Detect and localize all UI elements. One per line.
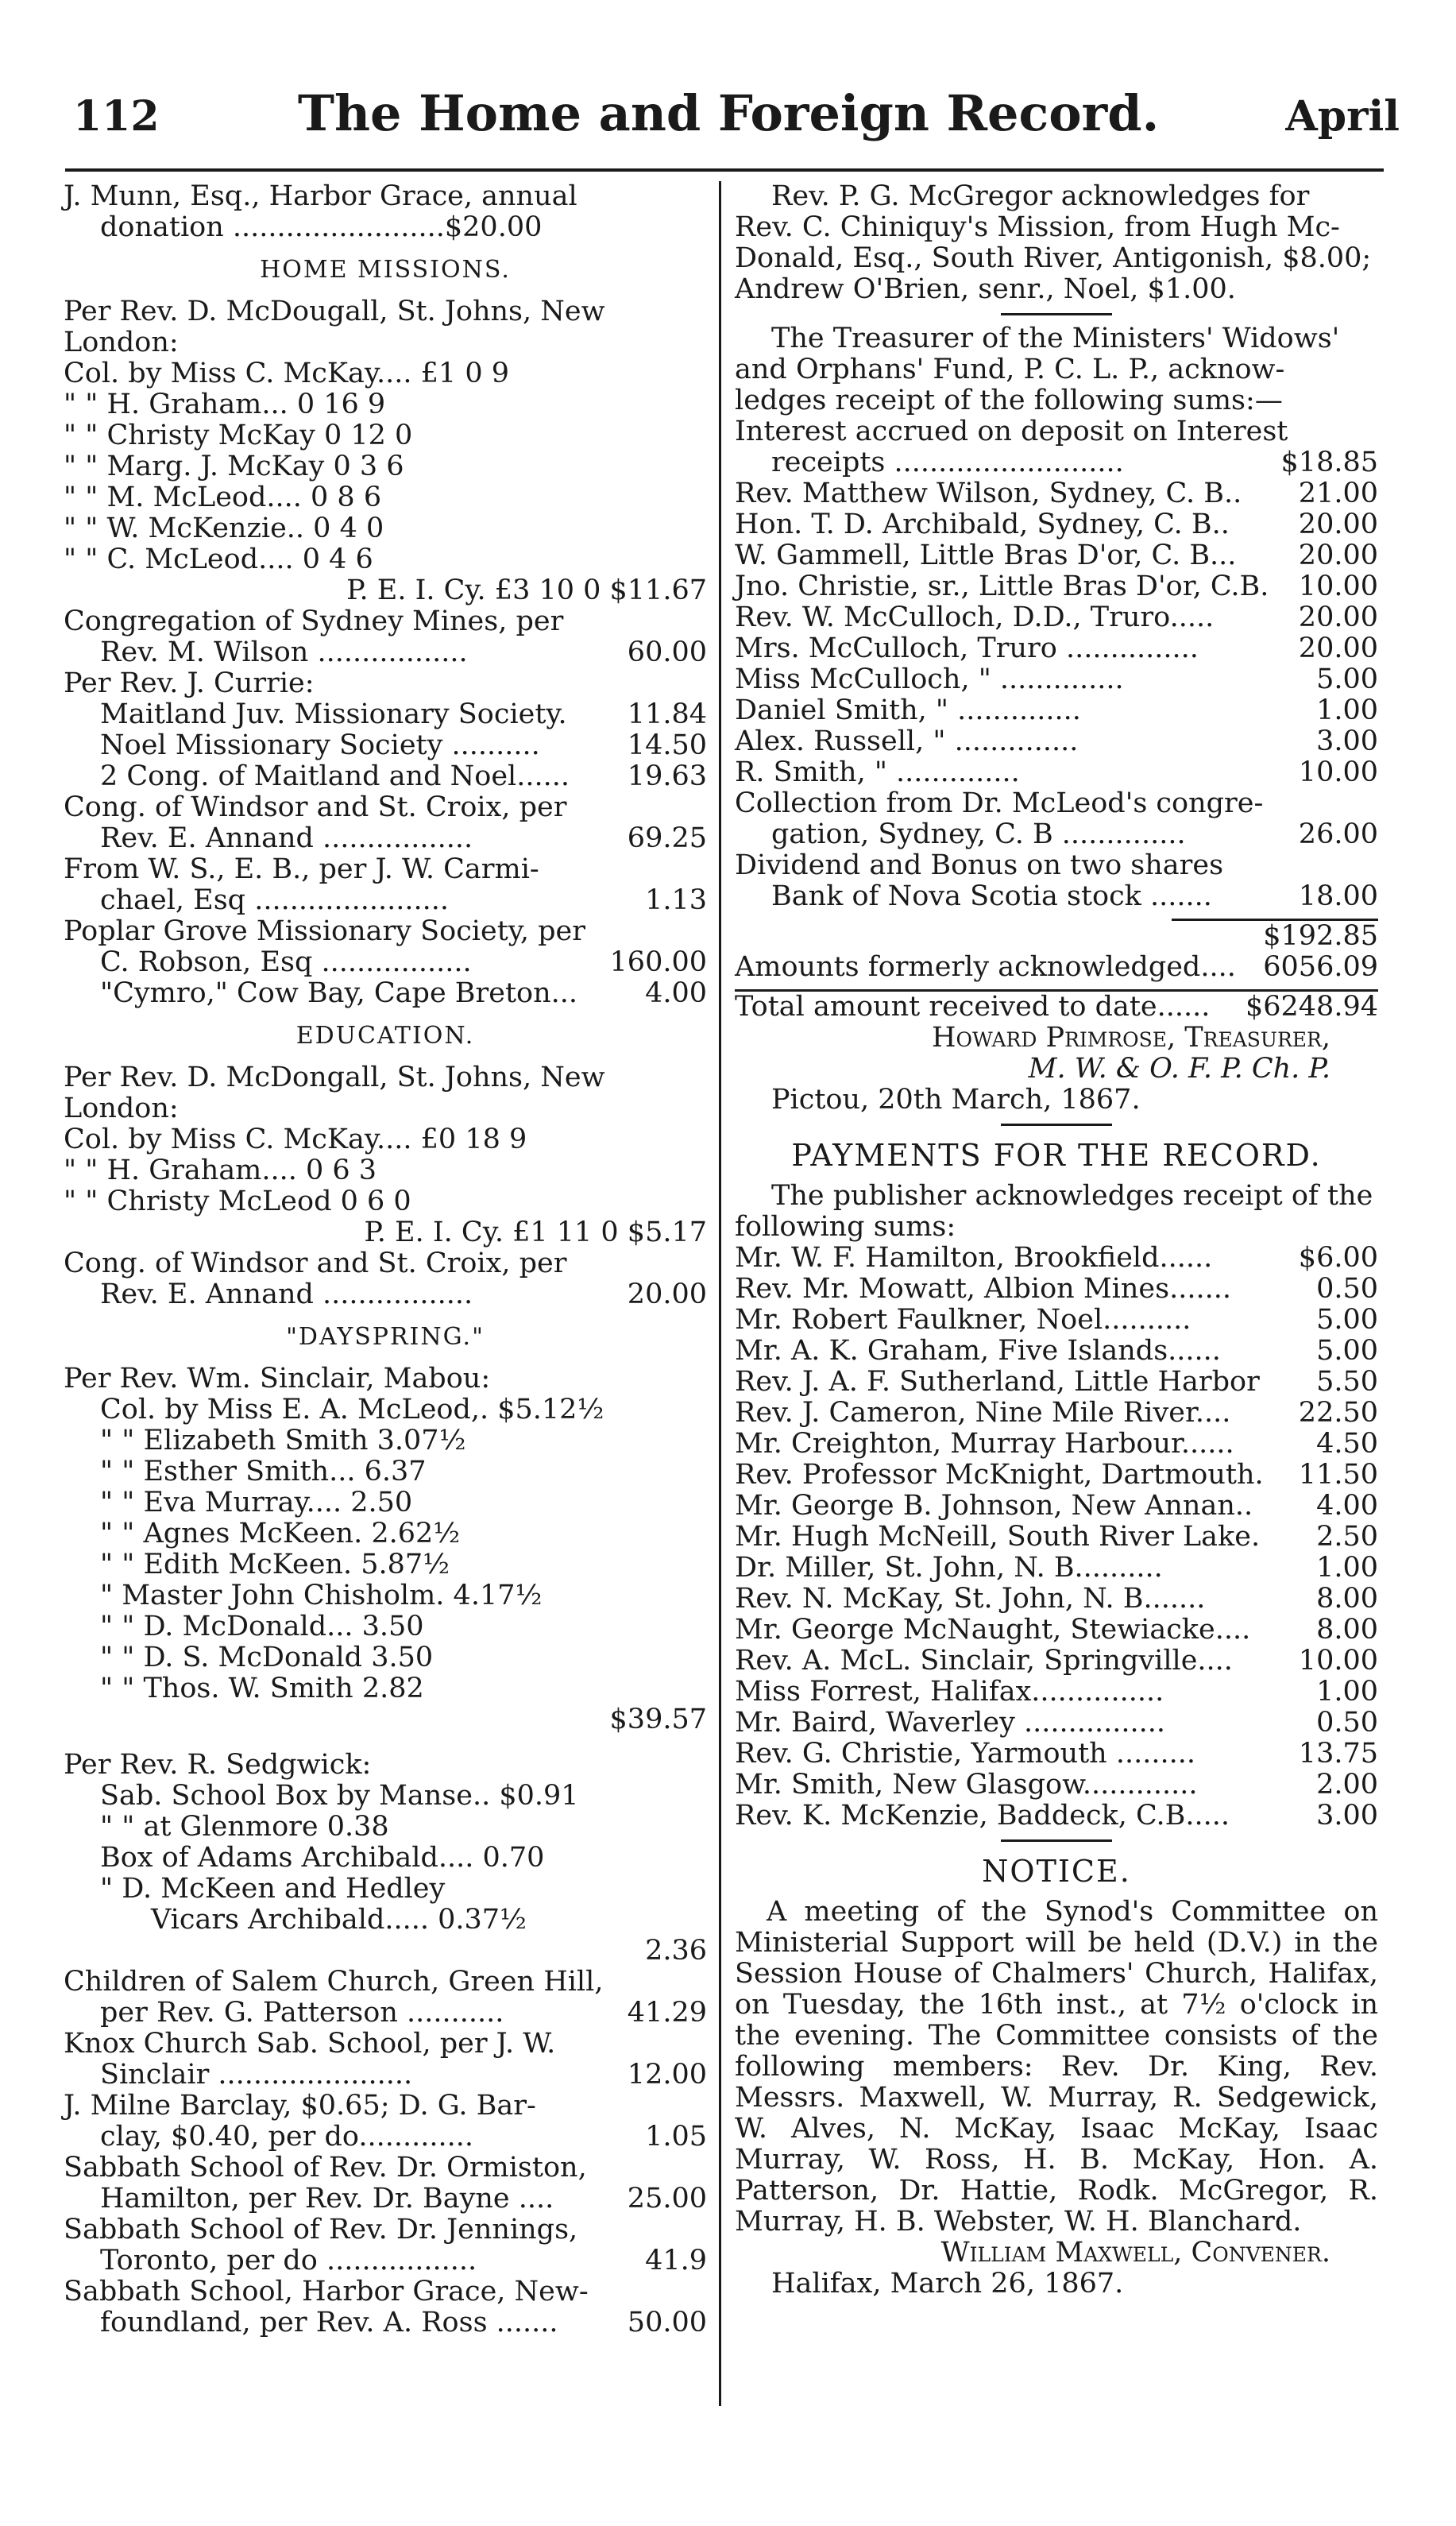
entry-line xyxy=(64,699,707,730)
page-header xyxy=(57,70,1400,157)
entry-line xyxy=(64,730,707,761)
entry-line xyxy=(735,416,1378,447)
text-line: Rev. C. Chiniquy's Mission, from Hugh Mc- xyxy=(735,211,1340,243)
entry-amount: 20.00 xyxy=(1298,602,1378,633)
header-rule xyxy=(65,168,1384,172)
entry-amount: 3.00 xyxy=(1316,725,1378,757)
entry-text: foundland, per Rev. A. Ross ....... xyxy=(100,2307,558,2338)
text-line: Andrew O'Brien, senr., Noel, $1.00. xyxy=(735,273,1236,305)
entry-amount: 10.00 xyxy=(1298,756,1378,788)
entry-line xyxy=(735,1398,1378,1429)
section-heading-dayspring: "DAYSPRING." xyxy=(286,1323,485,1351)
entry-line xyxy=(64,1642,707,1673)
entry-line xyxy=(735,757,1378,788)
entry-line xyxy=(64,1248,707,1279)
entry-text: Rev. Mr. Mowatt, Albion Mines....... xyxy=(735,1273,1231,1305)
entry-amount: 2.00 xyxy=(1316,1769,1378,1801)
entry-text: " " Esther Smith... 6.37 xyxy=(100,1456,427,1487)
entry-text: Collection from Dr. McLeod's congre- xyxy=(735,787,1264,819)
entry-text: Maitland Juv. Missionary Society. xyxy=(100,698,567,730)
text-line: Per Rev. D. McDougall, St. Johns, New xyxy=(64,296,605,327)
entry-text: "Cymro," Cow Bay, Cape Breton... xyxy=(100,977,577,1009)
entry-line xyxy=(64,2246,707,2276)
entry-text: Rev. M. Wilson ................. xyxy=(100,636,468,668)
entry-line xyxy=(735,633,1378,664)
entry-line xyxy=(735,726,1378,757)
entry-amount: 60.00 xyxy=(627,636,707,668)
entry-line xyxy=(64,637,707,668)
entry-text: Cong. of Windsor and St. Croix, per xyxy=(64,791,567,823)
text-line: ledges receipt of the following sums:— xyxy=(735,385,1283,416)
entry-text: Sinclair ...................... xyxy=(100,2059,413,2091)
entry-line xyxy=(735,1584,1378,1615)
entry-line xyxy=(735,1553,1378,1584)
entry-line xyxy=(735,1243,1378,1274)
entry-line xyxy=(735,788,1378,819)
entry-text: Amounts formerly acknowledged.... xyxy=(735,951,1236,983)
text-line: Per Rev. R. Sedgwick: xyxy=(64,1749,372,1781)
entry-line xyxy=(64,2276,707,2307)
entry-amount: 19.63 xyxy=(627,760,707,792)
entry-line xyxy=(64,2091,707,2122)
entry-text: Mr. W. F. Hamilton, Brookfield...... xyxy=(735,1242,1213,1274)
entry-amount: 5.00 xyxy=(1316,1304,1378,1336)
entry-text: Hamilton, per Rev. Dr. Bayne .... xyxy=(100,2183,554,2215)
entry-amount: $18.85 xyxy=(1280,447,1378,478)
subtotal-line: 2.36 xyxy=(645,1935,707,1967)
entry-line xyxy=(64,947,707,978)
text-line: Col. by Miss C. McKay.... £0 18 9 xyxy=(64,1124,527,1155)
entry-amount: 1.00 xyxy=(1316,1676,1378,1708)
entry-line xyxy=(64,1998,707,2029)
entry-text: Per Rev. Wm. Sinclair, Mabou: xyxy=(64,1363,491,1395)
entry-line xyxy=(64,2153,707,2184)
entry-line xyxy=(64,1549,707,1580)
entry-text: Mr. Baird, Waverley ................ xyxy=(735,1707,1165,1739)
text-line: The publisher acknowledges receipt of the xyxy=(771,1180,1373,1212)
entry-amount: 160.00 xyxy=(609,946,707,978)
entry-line xyxy=(735,664,1378,695)
entry-text: Toronto, per do ................. xyxy=(100,2245,477,2276)
entry-text: per Rev. G. Patterson ........... xyxy=(100,1997,504,2029)
entry-amount: 11.84 xyxy=(627,698,707,730)
entry-amount: 5.00 xyxy=(1316,1335,1378,1367)
subtotal-line: $192.85 xyxy=(1263,920,1378,952)
text-line: " " at Glenmore 0.38 xyxy=(100,1811,389,1843)
entry-text: clay, $0.40, per do............. xyxy=(100,2121,473,2153)
text-line: Rev. P. G. McGregor acknowledges for xyxy=(771,180,1310,212)
entry-text: Alex. Russell, " .............. xyxy=(735,725,1079,757)
entry-text: Knox Church Sab. School, per J. W. xyxy=(64,2028,556,2060)
entry-line xyxy=(735,1801,1378,1832)
entry-amount: 0.50 xyxy=(1316,1707,1378,1739)
column-divider xyxy=(719,181,721,2406)
entry-amount: 21.00 xyxy=(1298,478,1378,509)
entry-text: Dividend and Bonus on two shares xyxy=(735,849,1224,881)
text-line: Sab. School Box by Manse.. $0.91 xyxy=(100,1780,579,1812)
entry-amount: 8.00 xyxy=(1316,1614,1378,1646)
entry-amount: 2.50 xyxy=(1316,1521,1378,1553)
entry-amount: $6248.94 xyxy=(1245,991,1378,1023)
issue-month: April xyxy=(1285,92,1400,141)
entry-amount: 4.00 xyxy=(645,977,707,1009)
entry-text: C. Robson, Esq ................. xyxy=(100,946,472,978)
entry-text: From W. S., E. B., per J. W. Carmi- xyxy=(64,853,539,885)
entry-line xyxy=(735,1677,1378,1708)
entry-line xyxy=(64,978,707,1009)
separator xyxy=(1001,313,1112,315)
entry-text: Per Rev. J. Currie: xyxy=(64,667,315,699)
entry-line xyxy=(735,509,1378,540)
entry-text: Rev. A. McL. Sinclair, Springville.... xyxy=(735,1645,1233,1677)
entry-line xyxy=(64,1395,707,1425)
entry-line xyxy=(64,761,707,792)
entry-text: Jno. Christie, sr., Little Bras D'or, C.B. xyxy=(735,571,1269,602)
text-line: " " W. McKenzie.. 0 4 0 xyxy=(64,513,384,544)
entry-text: Dr. Miller, St. John, N. B.......... xyxy=(735,1552,1163,1584)
entry-text: W. Gammell, Little Bras D'or, C. B... xyxy=(735,540,1237,571)
entry-text: Mrs. McCulloch, Truro ............... xyxy=(735,632,1199,664)
entry-line xyxy=(735,602,1378,633)
subtotal-line: P. E. I. Cy. £3 10 0 $11.67 xyxy=(346,574,707,606)
entry-amount: 13.75 xyxy=(1298,1738,1378,1770)
entry-line xyxy=(64,2122,707,2153)
entry-text: " " D. McDonald... 3.50 xyxy=(100,1611,424,1642)
entry-amount: 1.05 xyxy=(645,2121,707,2153)
text-line: Per Rev. D. McDongall, St. Johns, New xyxy=(64,1062,605,1093)
entry-amount: 18.00 xyxy=(1298,880,1378,912)
separator xyxy=(1001,1839,1112,1842)
entry-line xyxy=(64,792,707,823)
text-line: " " Marg. J. McKay 0 3 6 xyxy=(64,451,404,482)
entry-text: Rev. G. Christie, Yarmouth ......... xyxy=(735,1738,1195,1770)
entry-line xyxy=(735,1708,1378,1739)
entry-line xyxy=(735,819,1378,850)
entry-amount: 25.00 xyxy=(627,2183,707,2215)
journal-title: The Home and Foreign Record. xyxy=(297,84,1160,142)
entry-text: Miss McCulloch, " .............. xyxy=(735,663,1124,695)
entry-amount: 1.13 xyxy=(645,884,707,916)
text-line: " " H. Graham.... 0 6 3 xyxy=(64,1155,377,1186)
entry-amount: 69.25 xyxy=(627,822,707,854)
entry-amount: $6.00 xyxy=(1298,1242,1378,1274)
text-line: The Treasurer of the Ministers' Widows' xyxy=(771,323,1340,354)
notice-text: A meeting of the Synod's Committee on Ministerial Support will be held (D.V.) in the Session House of Chalmers' Church, Halifax, on Tuesday, the 16th inst., at 7½ o'clock in the evening. The Committee consists of the following members: Rev. Dr. King, Rev. Messrs. Maxwell, W. Murray, R. Sedgewick, W. Alves, N. McKay, Isaac McKay, Isaac Murray, W. Ross, H. B. McKay, Hon. A. Patterson, Dr. Hattie, Rodk. McGregor, R. Murray, H. B. Webster, W. H. Blanchard. xyxy=(735,1896,1378,2238)
entry-line xyxy=(64,1425,707,1456)
entry-line xyxy=(64,823,707,854)
entry-text: " " D. S. McDonald 3.50 xyxy=(100,1642,434,1673)
entry-line xyxy=(64,2060,707,2091)
entry-line xyxy=(735,1491,1378,1522)
text-line: London: xyxy=(64,327,179,358)
entry-line xyxy=(64,1518,707,1549)
entry-line xyxy=(735,695,1378,726)
entry-amount: 1.00 xyxy=(1316,1552,1378,1584)
text-line: London: xyxy=(64,1093,179,1124)
section-heading-notice: NOTICE. xyxy=(982,1854,1131,1889)
entry-line xyxy=(64,2215,707,2246)
entry-line xyxy=(64,885,707,916)
entry-text: 2 Cong. of Maitland and Noel...... xyxy=(100,760,570,792)
text-line: " D. McKeen and Hedley xyxy=(100,1873,446,1905)
entry-text: Rev. W. McCulloch, D.D., Truro..... xyxy=(735,602,1215,633)
notice-date: Halifax, March 26, 1867. xyxy=(771,2268,1124,2300)
entry-line xyxy=(735,1615,1378,1646)
entry-amount: 5.50 xyxy=(1316,1366,1378,1398)
page-number: 112 xyxy=(73,92,160,141)
entry-text: Mr. Smith, New Glasgow............. xyxy=(735,1769,1198,1801)
entry-line xyxy=(735,478,1378,509)
entry-line xyxy=(735,881,1378,912)
entry-amount: 11.50 xyxy=(1298,1459,1378,1491)
entry-text: Rev. E. Annand ................. xyxy=(100,1278,473,1310)
entry-text: Rev. N. McKay, St. John, N. B....... xyxy=(735,1583,1206,1615)
entry-line xyxy=(735,1770,1378,1801)
entry-text: " Master John Chisholm. 4.17½ xyxy=(100,1580,543,1611)
entry-text: " " Eva Murray.... 2.50 xyxy=(100,1487,413,1518)
entry-line xyxy=(735,540,1378,571)
entry-amount: 20.00 xyxy=(1298,632,1378,664)
entry-text: Rev. J. Cameron, Nine Mile River.... xyxy=(735,1397,1231,1429)
entry-amount: 4.50 xyxy=(1316,1428,1378,1460)
entry-amount: 10.00 xyxy=(1298,571,1378,602)
text-line: Donald, Esq., South River, Antigonish, $8.00; xyxy=(735,242,1372,274)
entry-line xyxy=(735,1305,1378,1336)
entry-text: gation, Sydney, C. B .............. xyxy=(771,818,1186,850)
entry-amount: 10.00 xyxy=(1298,1645,1378,1677)
entry-text: receipts .......................... xyxy=(771,447,1124,478)
entry-amount: 1.00 xyxy=(1316,694,1378,726)
entry-amount: 50.00 xyxy=(627,2307,707,2338)
entry-text: R. Smith, " .............. xyxy=(735,756,1020,788)
text-line: Vicars Archibald..... 0.37½ xyxy=(151,1904,527,1936)
subtotal-line: P. E. I. Cy. £1 11 0 $5.17 xyxy=(364,1217,707,1248)
entry-text: Sabbath School, Harbor Grace, New- xyxy=(64,2276,589,2307)
entry-amount: 4.00 xyxy=(1316,1490,1378,1522)
entry-amount: 41.29 xyxy=(627,1997,707,2029)
text-line: following sums: xyxy=(735,1211,956,1243)
entry-amount: 8.00 xyxy=(1316,1583,1378,1615)
entry-amount: 5.00 xyxy=(1316,663,1378,695)
entry-line xyxy=(735,1429,1378,1460)
entry-line xyxy=(64,1364,707,1395)
entry-amount: 6056.09 xyxy=(1263,951,1378,983)
entry-line xyxy=(64,668,707,699)
entry-line xyxy=(64,1456,707,1487)
entry-text: Col. by Miss E. A. McLeod,. $5.12½ xyxy=(100,1394,604,1425)
entry-amount: 3.00 xyxy=(1316,1800,1378,1832)
entry-text: Rev. J. A. F. Sutherland, Little Harbor xyxy=(735,1366,1260,1398)
entry-text: Miss Forrest, Halifax............... xyxy=(735,1676,1164,1708)
entry-line xyxy=(735,850,1378,881)
entry-line xyxy=(64,606,707,637)
entry-text: Children of Salem Church, Green Hill, xyxy=(64,1966,604,1998)
entry-amount: 14.50 xyxy=(627,729,707,761)
entry-text: Total amount received to date...... xyxy=(735,991,1211,1023)
entry-text: Congregation of Sydney Mines, per xyxy=(64,605,564,637)
entry-text: Bank of Nova Scotia stock ....... xyxy=(771,880,1212,912)
entry-text: Rev. E. Annand ................. xyxy=(100,822,473,854)
entry-line xyxy=(735,571,1378,602)
entry-line xyxy=(64,1279,707,1310)
total-line xyxy=(735,992,1378,1023)
entry-line xyxy=(64,1580,707,1611)
entry-line xyxy=(735,1460,1378,1491)
entry-line xyxy=(64,1673,707,1704)
entry-text: Mr. A. K. Graham, Five Islands...... xyxy=(735,1335,1221,1367)
entry-line xyxy=(64,916,707,947)
intro-line: J. Munn, Esq., Harbor Grace, annual xyxy=(64,180,577,212)
entry-text: Mr. Robert Faulkner, Noel.......... xyxy=(735,1304,1191,1336)
entry-amount: 20.00 xyxy=(1298,509,1378,540)
entry-amount: 0.50 xyxy=(1316,1273,1378,1305)
entry-text: J. Milne Barclay, $0.65; D. G. Bar- xyxy=(64,2090,536,2122)
text-line: " " Christy McKay 0 12 0 xyxy=(64,420,413,451)
entry-text: Mr. George McNaught, Stewiacke.... xyxy=(735,1614,1251,1646)
entry-text: " " Agnes McKeen. 2.62½ xyxy=(100,1518,461,1549)
subtotal-line: $39.57 xyxy=(609,1704,707,1735)
entry-line xyxy=(735,1522,1378,1553)
text-line: Col. by Miss C. McKay.... £1 0 9 xyxy=(64,358,509,389)
date-line: Pictou, 20th March, 1867. xyxy=(771,1084,1141,1116)
entry-line xyxy=(64,1967,707,1998)
entry-line xyxy=(735,1336,1378,1367)
text-line: " " C. McLeod.... 0 4 6 xyxy=(64,543,373,575)
entry-text: " " Edith McKeen. 5.87½ xyxy=(100,1549,450,1580)
text-line: Box of Adams Archibald.... 0.70 xyxy=(100,1842,545,1874)
entry-line xyxy=(64,1487,707,1518)
text-line: " " Christy McLeod 0 6 0 xyxy=(64,1186,411,1217)
section-heading-home-missions: HOME MISSIONS. xyxy=(260,256,511,284)
entry-line xyxy=(735,1367,1378,1398)
right-column xyxy=(735,181,1378,2300)
treasurer-office: M. W. & O. F. P. Ch. P. xyxy=(1028,1053,1330,1085)
entry-amount: 20.00 xyxy=(1298,540,1378,571)
entry-text: Rev. Professor McKnight, Dartmouth. xyxy=(735,1459,1264,1491)
section-heading-education: EDUCATION. xyxy=(295,1022,475,1050)
entry-text: Mr. George B. Johnson, New Annan.. xyxy=(735,1490,1253,1522)
entry-text: Mr. Creighton, Murray Harbour...... xyxy=(735,1428,1234,1460)
entry-line xyxy=(64,2184,707,2215)
text-line: and Orphans' Fund, P. C. L. P., acknow- xyxy=(735,354,1285,385)
entry-amount: 20.00 xyxy=(627,1278,707,1310)
entry-line xyxy=(735,1646,1378,1677)
left-column xyxy=(64,181,707,2338)
intro-line: donation ........................$20.00 xyxy=(100,211,543,243)
entry-line xyxy=(64,854,707,885)
entry-amount: 41.9 xyxy=(645,2245,707,2276)
entry-text: Daniel Smith, " .............. xyxy=(735,694,1081,726)
text-line: " " M. McLeod.... 0 8 6 xyxy=(64,482,382,513)
entry-text: Sabbath School of Rev. Dr. Ormiston, xyxy=(64,2152,587,2184)
entry-text: Rev. Matthew Wilson, Sydney, C. B.. xyxy=(735,478,1242,509)
entry-text: Hon. T. D. Archibald, Sydney, C. B.. xyxy=(735,509,1230,540)
entry-text: Cong. of Windsor and St. Croix, per xyxy=(64,1248,567,1279)
text-line: " " H. Graham... 0 16 9 xyxy=(64,389,386,420)
entry-amount: 26.00 xyxy=(1298,818,1378,850)
entry-line xyxy=(64,1611,707,1642)
entry-text: Interest accrued on deposit on Interest xyxy=(735,416,1288,447)
entry-line xyxy=(64,2029,707,2060)
entry-line xyxy=(64,2307,707,2338)
treasurer-signature: Howard Primrose, Treasurer, xyxy=(932,1022,1330,1054)
formerly-line xyxy=(735,952,1378,983)
entry-line xyxy=(735,1274,1378,1305)
entry-text: " " Thos. W. Smith 2.82 xyxy=(100,1673,424,1704)
separator xyxy=(1001,1124,1112,1126)
entry-text: Mr. Hugh McNeill, South River Lake. xyxy=(735,1521,1261,1553)
entry-text: Rev. K. McKenzie, Baddeck, C.B..... xyxy=(735,1800,1230,1832)
entry-amount: 12.00 xyxy=(627,2059,707,2091)
section-heading-payments: PAYMENTS FOR THE RECORD. xyxy=(791,1138,1322,1173)
entry-text: Poplar Grove Missionary Society, per xyxy=(64,915,586,947)
entry-line xyxy=(735,447,1378,478)
entry-line xyxy=(735,1739,1378,1770)
entry-text: Sabbath School of Rev. Dr. Jennings, xyxy=(64,2214,578,2246)
entry-text: " " Elizabeth Smith 3.07½ xyxy=(100,1425,466,1456)
entry-text: chael, Esq ...................... xyxy=(100,884,449,916)
notice-signature: William Maxwell, Convener. xyxy=(940,2237,1330,2269)
entry-amount: 22.50 xyxy=(1298,1397,1378,1429)
entry-text: Noel Missionary Society .......... xyxy=(100,729,540,761)
